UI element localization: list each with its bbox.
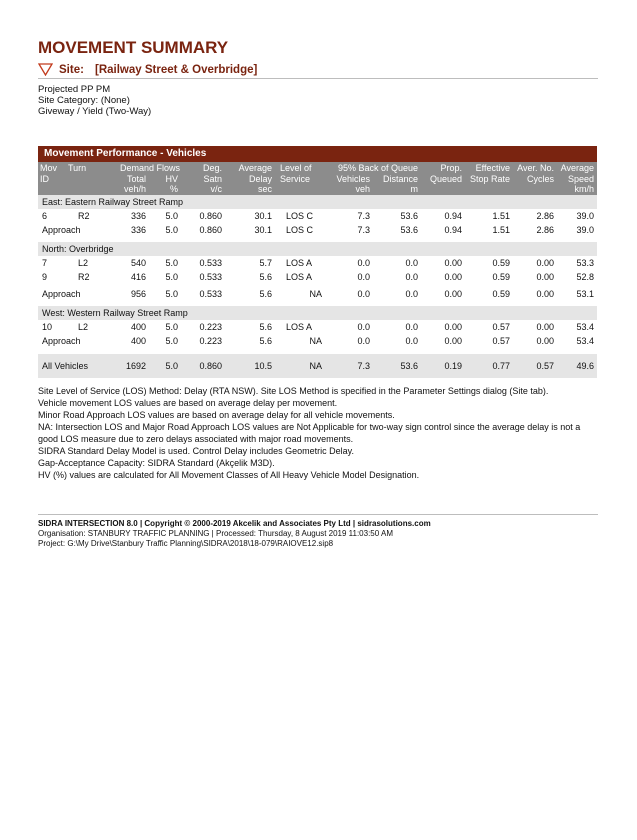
section-row: East: Eastern Railway Street Ramp (38, 195, 597, 209)
footer-copyright: SIDRA INTERSECTION 8.0 | Copyright © 2000-2019 Akcelik and Associates Pty Ltd | sidrasolutions.com (38, 519, 431, 528)
footer-project: Project: G:\My Drive\Stanbury Traffic Planning\SIDRA\2018\18-079\RAIOVE12.sip8 (38, 539, 334, 548)
info-control-type: Giveway / Yield (Two-Way) (38, 106, 152, 117)
note-hv: HV (%) values are calculated for All Movement Classes of All Heavy Vehicle Model Designation. (38, 470, 420, 480)
approach-row: Approach 400 5.0 0.223 5.6 NA 0.0 0.0 0.00 0.57 0.00 53.4 (42, 336, 594, 346)
note-minor-road-los: Minor Road Approach LOS values are based on average delay for all vehicle movements. (38, 410, 395, 420)
table-header (38, 162, 597, 195)
col-total: Total veh/h (123, 173, 146, 194)
section-row: North: Overbridge (38, 242, 597, 256)
all-vehicles-band (38, 354, 597, 378)
note-na: NA: Intersection LOS and Major Road Approach LOS values are Not Applicable for two-way sign control since the average delay is not a good LOS measure due to zero delays associated with major road movements. (38, 422, 581, 444)
note-site-los-method: Site Level of Service (LOS) Method: Delay (RTA NSW). Site LOS Method is specified in the Parameter Settings dialog (Site tab). (38, 386, 549, 396)
col-average-speed: Average Speed km/h (560, 163, 594, 194)
col-average-delay: Average Delay sec (238, 163, 272, 194)
site-name: [Railway Street & Overbridge] (95, 64, 258, 76)
col-mov-id: Mov ID (40, 163, 58, 184)
table-body (38, 195, 597, 378)
site-label: Site: (59, 64, 84, 76)
note-gap-acceptance: Gap-Acceptance Capacity: SIDRA Standard (Akçelik M3D). (38, 458, 275, 468)
col-back-of-queue: 95% Back of Queue (337, 163, 419, 173)
site-header (38, 62, 598, 79)
table-row: 9 R2 416 5.0 0.533 5.6 LOS A 0.0 0.0 0.00 0.59 0.00 52.8 (42, 272, 594, 282)
col-level-of-service: Level of Service (280, 163, 312, 184)
approach-row: Approach 336 5.0 0.860 30.1 LOS C 7.3 53.6 0.94 1.51 2.86 39.0 (42, 225, 594, 235)
col-vehicles: Vehicles veh (336, 173, 370, 194)
col-aver-no-cycles: Aver. No. Cycles (517, 163, 554, 184)
col-effective-stop-rate: Effective Stop Rate (469, 163, 510, 184)
site-triangle-icon (38, 63, 53, 76)
col-hv: HV % (165, 173, 178, 194)
notes (38, 385, 598, 481)
col-prop-queued: Prop. Queued (429, 163, 462, 184)
footer (38, 519, 431, 549)
table-title: Movement Performance - Vehicles (38, 146, 597, 162)
table-row: 6 R2 336 5.0 0.860 30.1 LOS C 7.3 53.6 0.94 1.51 2.86 39.0 (42, 211, 594, 221)
footer-organisation: Organisation: STANBURY TRAFFIC PLANNING | Processed: Thursday, 8 August 2019 11:03:50 AM (38, 529, 393, 538)
all-vehicles-row: All Vehicles 1692 5.0 0.860 10.5 NA 7.3 53.6 0.19 0.77 0.57 49.6 (42, 361, 594, 371)
note-vehicle-los: Vehicle movement LOS values are based on average delay per movement. (38, 398, 338, 408)
section-row: West: Western Railway Street Ramp (38, 306, 597, 320)
table-row: 10 L2 400 5.0 0.223 5.6 LOS A 0.0 0.0 0.00 0.57 0.00 53.4 (42, 322, 594, 332)
info-scenario: Projected PP PM (38, 84, 111, 95)
col-turn: Turn (68, 163, 87, 173)
table-row: 7 L2 540 5.0 0.533 5.7 LOS A 0.0 0.0 0.00 0.59 0.00 53.3 (42, 258, 594, 268)
col-deg-satn: Deg. Satn v/c (202, 163, 222, 194)
col-demand-flows: Demand Flows (119, 163, 181, 173)
info-site-category: Site Category: (None) (38, 95, 130, 106)
movement-performance-table (38, 146, 597, 378)
note-delay-model: SIDRA Standard Delay Model is used. Control Delay includes Geometric Delay. (38, 446, 354, 456)
approach-row: Approach 956 5.0 0.533 5.6 NA 0.0 0.0 0.00 0.59 0.00 53.1 (42, 289, 594, 299)
footer-divider (38, 514, 598, 515)
page-title: MOVEMENT SUMMARY (38, 38, 229, 57)
col-distance: Distance m (382, 173, 418, 194)
